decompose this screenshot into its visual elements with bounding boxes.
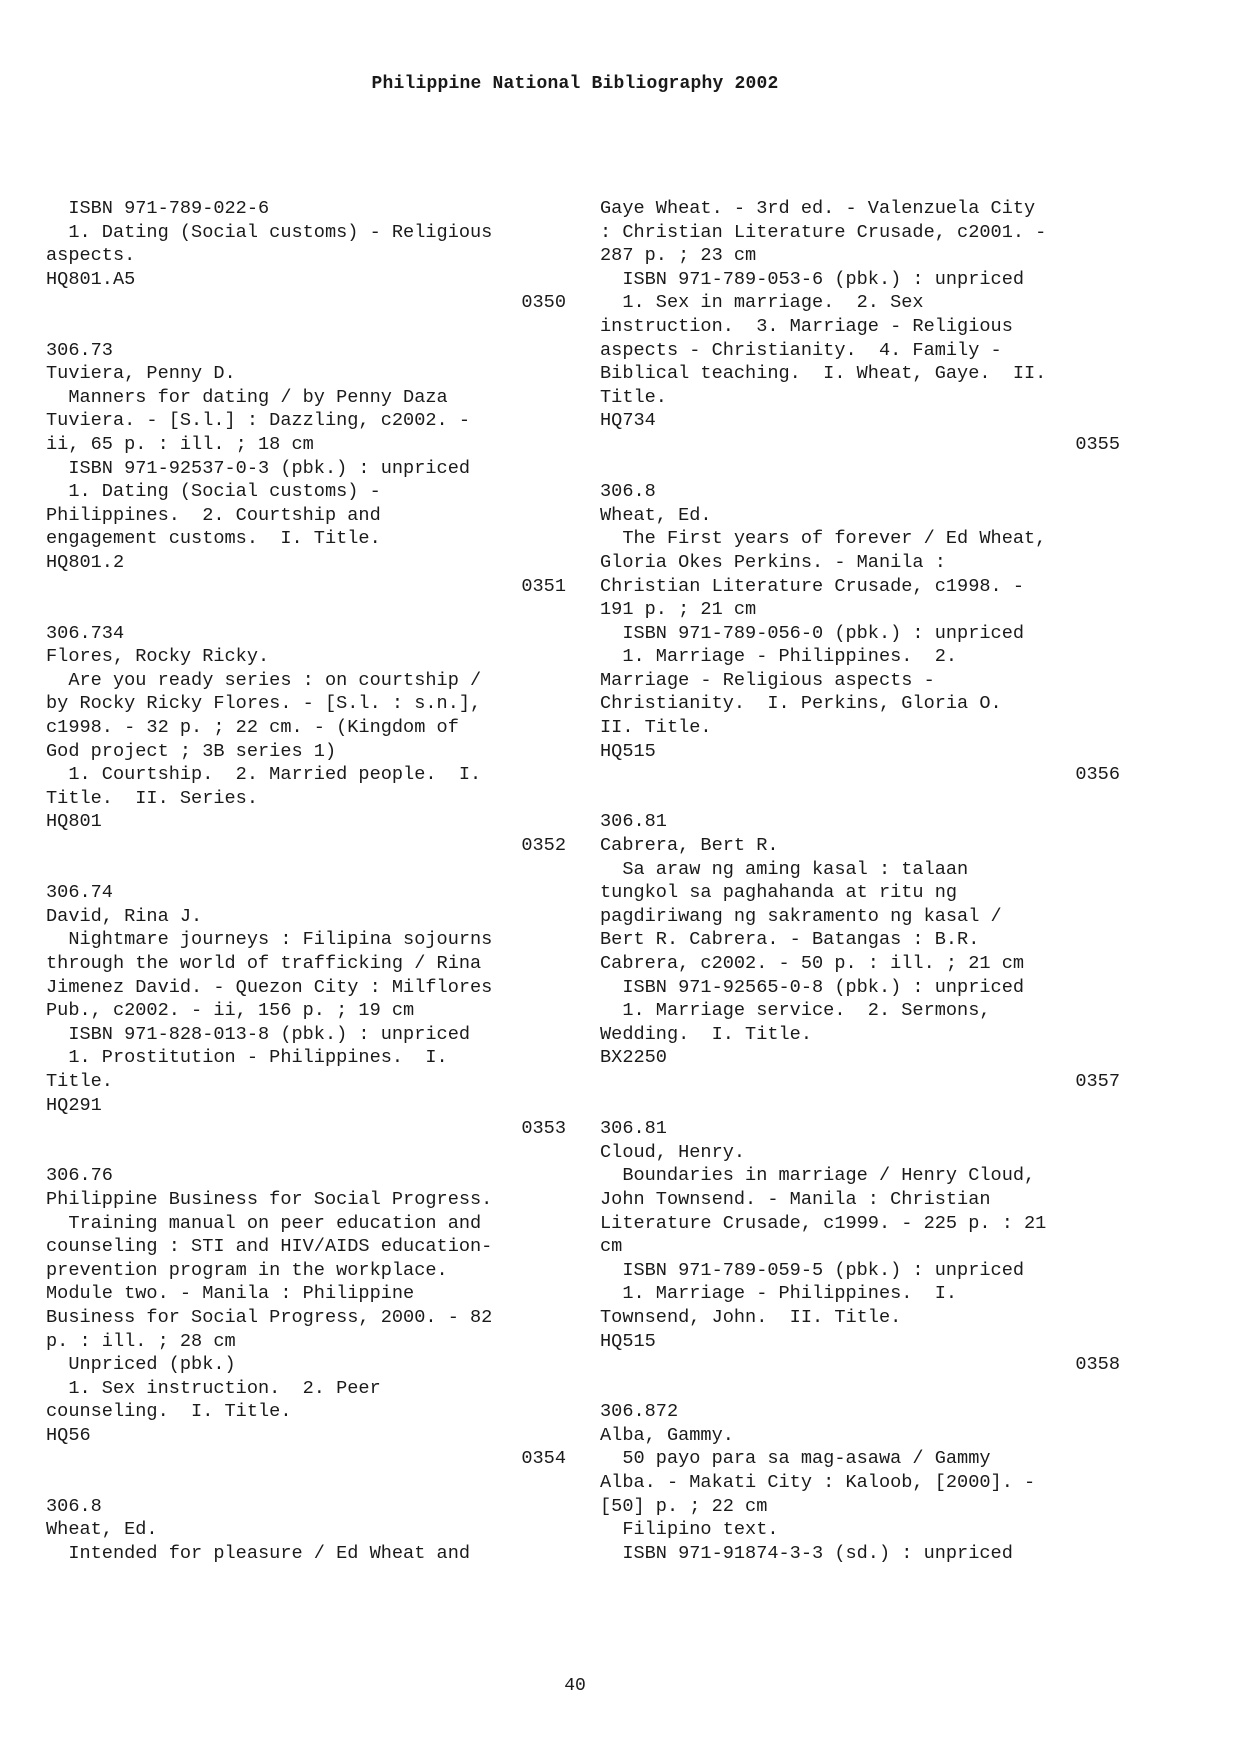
entry-line: 191 p. ; 21 cm: [600, 599, 757, 621]
entry-line: Title. II. Series.: [46, 787, 259, 809]
entry-line: Tuviera, Penny D.: [46, 363, 236, 385]
bibliography-entry: [46, 881, 566, 1141]
entry-line: 306.734: [46, 622, 125, 644]
entry-line: HQ801.A5: [46, 268, 136, 290]
entry-line: Training manual on peer education and: [46, 1212, 482, 1234]
entry-line: by Rocky Ricky Flores. - [S.l. : s.n.],: [46, 693, 482, 715]
entry-line: ISBN 971-91874-3-3 (sd.) : unpriced: [600, 1542, 1013, 1564]
entry-line: Filipino text.: [600, 1519, 779, 1541]
entry-line: Sa araw ng aming kasal : talaan: [600, 858, 969, 880]
entry-number: 0355: [1075, 433, 1120, 455]
entry-spacer: [46, 315, 566, 339]
entry-number: 0354: [521, 1448, 566, 1470]
entry-line: 1. Prostitution - Philippines. I.: [46, 1047, 448, 1069]
entry-line: ISBN 971-789-022-6: [46, 198, 270, 219]
entry-line: Nightmare journeys : Filipina sojourns: [46, 929, 493, 951]
entry-line: Cabrera, c2002. - 50 p. : ill. ; 21 cm: [600, 953, 1025, 974]
entry-line: ii, 65 p. : ill. ; 18 cm: [46, 433, 314, 455]
bibliography-entry: [46, 622, 566, 858]
entry-line: ISBN 971-92537-0-3 (pbk.) : unpriced: [46, 457, 471, 479]
bibliography-entry: [600, 810, 1120, 1093]
entry-line: Tuviera. - [S.l.] : Dazzling, c2002. -: [46, 410, 471, 432]
entry-line: David, Rina J.: [46, 905, 203, 927]
entry-line: Title.: [46, 1070, 113, 1092]
entry-line: aspects - Christianity. 4. Family -: [600, 339, 1002, 361]
entry-spacer: [46, 598, 566, 622]
entry-line: 306.74: [46, 882, 113, 904]
entry-line: Unpriced (pbk.): [46, 1354, 236, 1376]
entry-line: 1. Dating (Social customs) - Religious: [46, 221, 493, 243]
entry-spacer: [600, 1377, 1120, 1401]
entry-spacer: [600, 787, 1120, 811]
entry-line: Boundaries in marriage / Henry Cloud,: [600, 1165, 1036, 1187]
entry-line: ISBN 971-789-056-0 (pbk.) : unpriced: [600, 622, 1025, 644]
entry-line: : Christian Literature Crusade, c2001. -: [600, 221, 1047, 243]
entry-number: 0353: [521, 1118, 566, 1140]
entry-line: instruction. 3. Marriage - Religious: [600, 315, 1013, 337]
entry-line: [50] p. ; 22 cm: [600, 1495, 768, 1517]
page-number: 40: [564, 1676, 586, 1696]
entry-line: Jimenez David. - Quezon City : Milflores: [46, 976, 493, 998]
entry-spacer: [46, 858, 566, 882]
entry-line: 306.8: [600, 481, 656, 503]
entry-line: 1. Sex in marriage. 2. Sex: [600, 292, 924, 314]
entry-line: ISBN 971-789-059-5 (pbk.) : unpriced: [600, 1259, 1025, 1281]
entry-number: 0356: [1075, 764, 1120, 786]
entry-line: p. : ill. ; 28 cm: [46, 1330, 236, 1352]
entry-line: 306.73: [46, 339, 113, 361]
entry-line: 306.81: [600, 1118, 667, 1140]
entry-line: 1. Dating (Social customs) -: [46, 481, 381, 503]
entry-line: 306.76: [46, 1165, 113, 1187]
bibliography-entry: [600, 1117, 1120, 1377]
entry-line: tungkol sa paghahanda at ritu ng: [600, 882, 958, 904]
entry-line: Literature Crusade, c1999. - 225 p. : 21: [600, 1212, 1047, 1234]
entry-line: Philippine Business for Social Progress.: [46, 1188, 493, 1210]
entry-line: Marriage - Religious aspects -: [600, 669, 935, 691]
bibliography-entry: [600, 480, 1120, 787]
entry-line: II. Title.: [600, 717, 712, 739]
entry-line: Intended for pleasure / Ed Wheat and: [46, 1542, 471, 1564]
entry-line: Title.: [600, 386, 667, 408]
entry-line: Business for Social Progress, 2000. - 82: [46, 1306, 493, 1328]
entry-line: Cabrera, Bert R.: [600, 835, 779, 857]
entry-line: 287 p. ; 23 cm: [600, 245, 757, 267]
entry-line: 1. Marriage - Philippines. 2.: [600, 646, 958, 668]
entry-line: Module two. - Manila : Philippine: [46, 1283, 415, 1305]
entry-line: Flores, Rocky Ricky.: [46, 646, 270, 668]
bibliography-entry: [46, 1495, 566, 1566]
entry-line: Gaye Wheat. - 3rd ed. - Valenzuela City: [600, 198, 1036, 219]
entry-line: Manners for dating / by Penny Daza: [46, 386, 448, 408]
page-title: Philippine National Bibliography 2002: [371, 74, 779, 94]
bibliography-entry: [600, 197, 1120, 457]
entry-line: HQ515: [600, 1330, 656, 1352]
entry-spacer: [600, 457, 1120, 481]
entry-line: HQ291: [46, 1094, 102, 1116]
entry-line: HQ515: [600, 740, 656, 762]
entry-line: God project ; 3B series 1): [46, 740, 337, 762]
right-column: [600, 197, 1120, 1565]
left-column: [46, 197, 566, 1565]
entry-line: 306.872: [600, 1401, 679, 1423]
entry-line: HQ56: [46, 1424, 91, 1446]
entry-number: 0357: [1075, 1070, 1120, 1092]
entry-line: John Townsend. - Manila : Christian: [600, 1188, 991, 1210]
entry-line: HQ734: [600, 410, 656, 432]
entry-number: 0351: [521, 575, 566, 597]
entry-line: Philippines. 2. Courtship and: [46, 504, 381, 526]
entry-number: 0358: [1075, 1354, 1120, 1376]
entry-line: counseling. I. Title.: [46, 1401, 292, 1423]
entry-line: 306.8: [46, 1495, 102, 1517]
entry-line: Gloria Okes Perkins. - Manila :: [600, 551, 946, 573]
entry-line: Biblical teaching. I. Wheat, Gaye. II.: [600, 363, 1047, 385]
entry-line: aspects.: [46, 245, 136, 267]
entry-line: Townsend, John. II. Title.: [600, 1306, 902, 1328]
entry-line: Are you ready series : on courtship /: [46, 669, 482, 691]
entry-line: Alba. - Makati City : Kaloob, [2000]. -: [600, 1472, 1036, 1494]
entry-line: Bert R. Cabrera. - Batangas : B.R.: [600, 929, 980, 951]
entry-number: 0352: [521, 835, 566, 857]
entry-line: Wedding. I. Title.: [600, 1023, 813, 1045]
entry-line: cm: [600, 1236, 623, 1258]
entry-line: Pub., c2002. - ii, 156 p. ; 19 cm: [46, 1000, 415, 1022]
entry-line: 1. Courtship. 2. Married people. I.: [46, 764, 482, 786]
entry-spacer: [600, 1094, 1120, 1118]
entry-line: Cloud, Henry.: [600, 1141, 746, 1163]
entry-line: ISBN 971-828-013-8 (pbk.) : unpriced: [46, 1023, 471, 1045]
entry-spacer: [46, 1141, 566, 1165]
entry-line: 1. Marriage service. 2. Sermons,: [600, 1000, 991, 1022]
entry-line: 1. Sex instruction. 2. Peer: [46, 1377, 381, 1399]
entry-line: ISBN 971-789-053-6 (pbk.) : unpriced: [600, 268, 1025, 290]
entry-line: The First years of forever / Ed Wheat,: [600, 528, 1047, 550]
entry-line: 50 payo para sa mag-asawa / Gammy: [600, 1448, 991, 1470]
entry-line: pagdiriwang ng sakramento ng kasal /: [600, 905, 1002, 927]
entry-line: engagement customs. I. Title.: [46, 528, 381, 550]
entry-line: Christian Literature Crusade, c1998. -: [600, 575, 1025, 597]
entry-line: HQ801.2: [46, 551, 125, 573]
entry-line: 1. Marriage - Philippines. I.: [600, 1283, 958, 1305]
entry-line: Wheat, Ed.: [600, 504, 712, 526]
entry-line: Alba, Gammy.: [600, 1424, 734, 1446]
entry-line: 306.81: [600, 811, 667, 833]
entry-line: BX2250: [600, 1047, 667, 1069]
entry-spacer: [46, 1471, 566, 1495]
entry-line: Christianity. I. Perkins, Gloria O.: [600, 693, 1002, 715]
entry-line: through the world of trafficking / Rina: [46, 953, 482, 974]
entry-line: Wheat, Ed.: [46, 1519, 158, 1541]
bibliography-entry: [46, 339, 566, 599]
bibliography-entry: [46, 197, 566, 315]
bibliography-entry: [600, 1400, 1120, 1565]
entry-line: counseling : STI and HIV/AIDS education-: [46, 1236, 493, 1258]
entry-number: 0350: [521, 292, 566, 314]
entry-line: c1998. - 32 p. ; 22 cm. - (Kingdom of: [46, 717, 459, 739]
entry-line: prevention program in the workplace.: [46, 1259, 448, 1281]
entry-line: ISBN 971-92565-0-8 (pbk.) : unpriced: [600, 976, 1025, 998]
entry-line: HQ801: [46, 811, 102, 833]
bibliography-entry: [46, 1164, 566, 1471]
